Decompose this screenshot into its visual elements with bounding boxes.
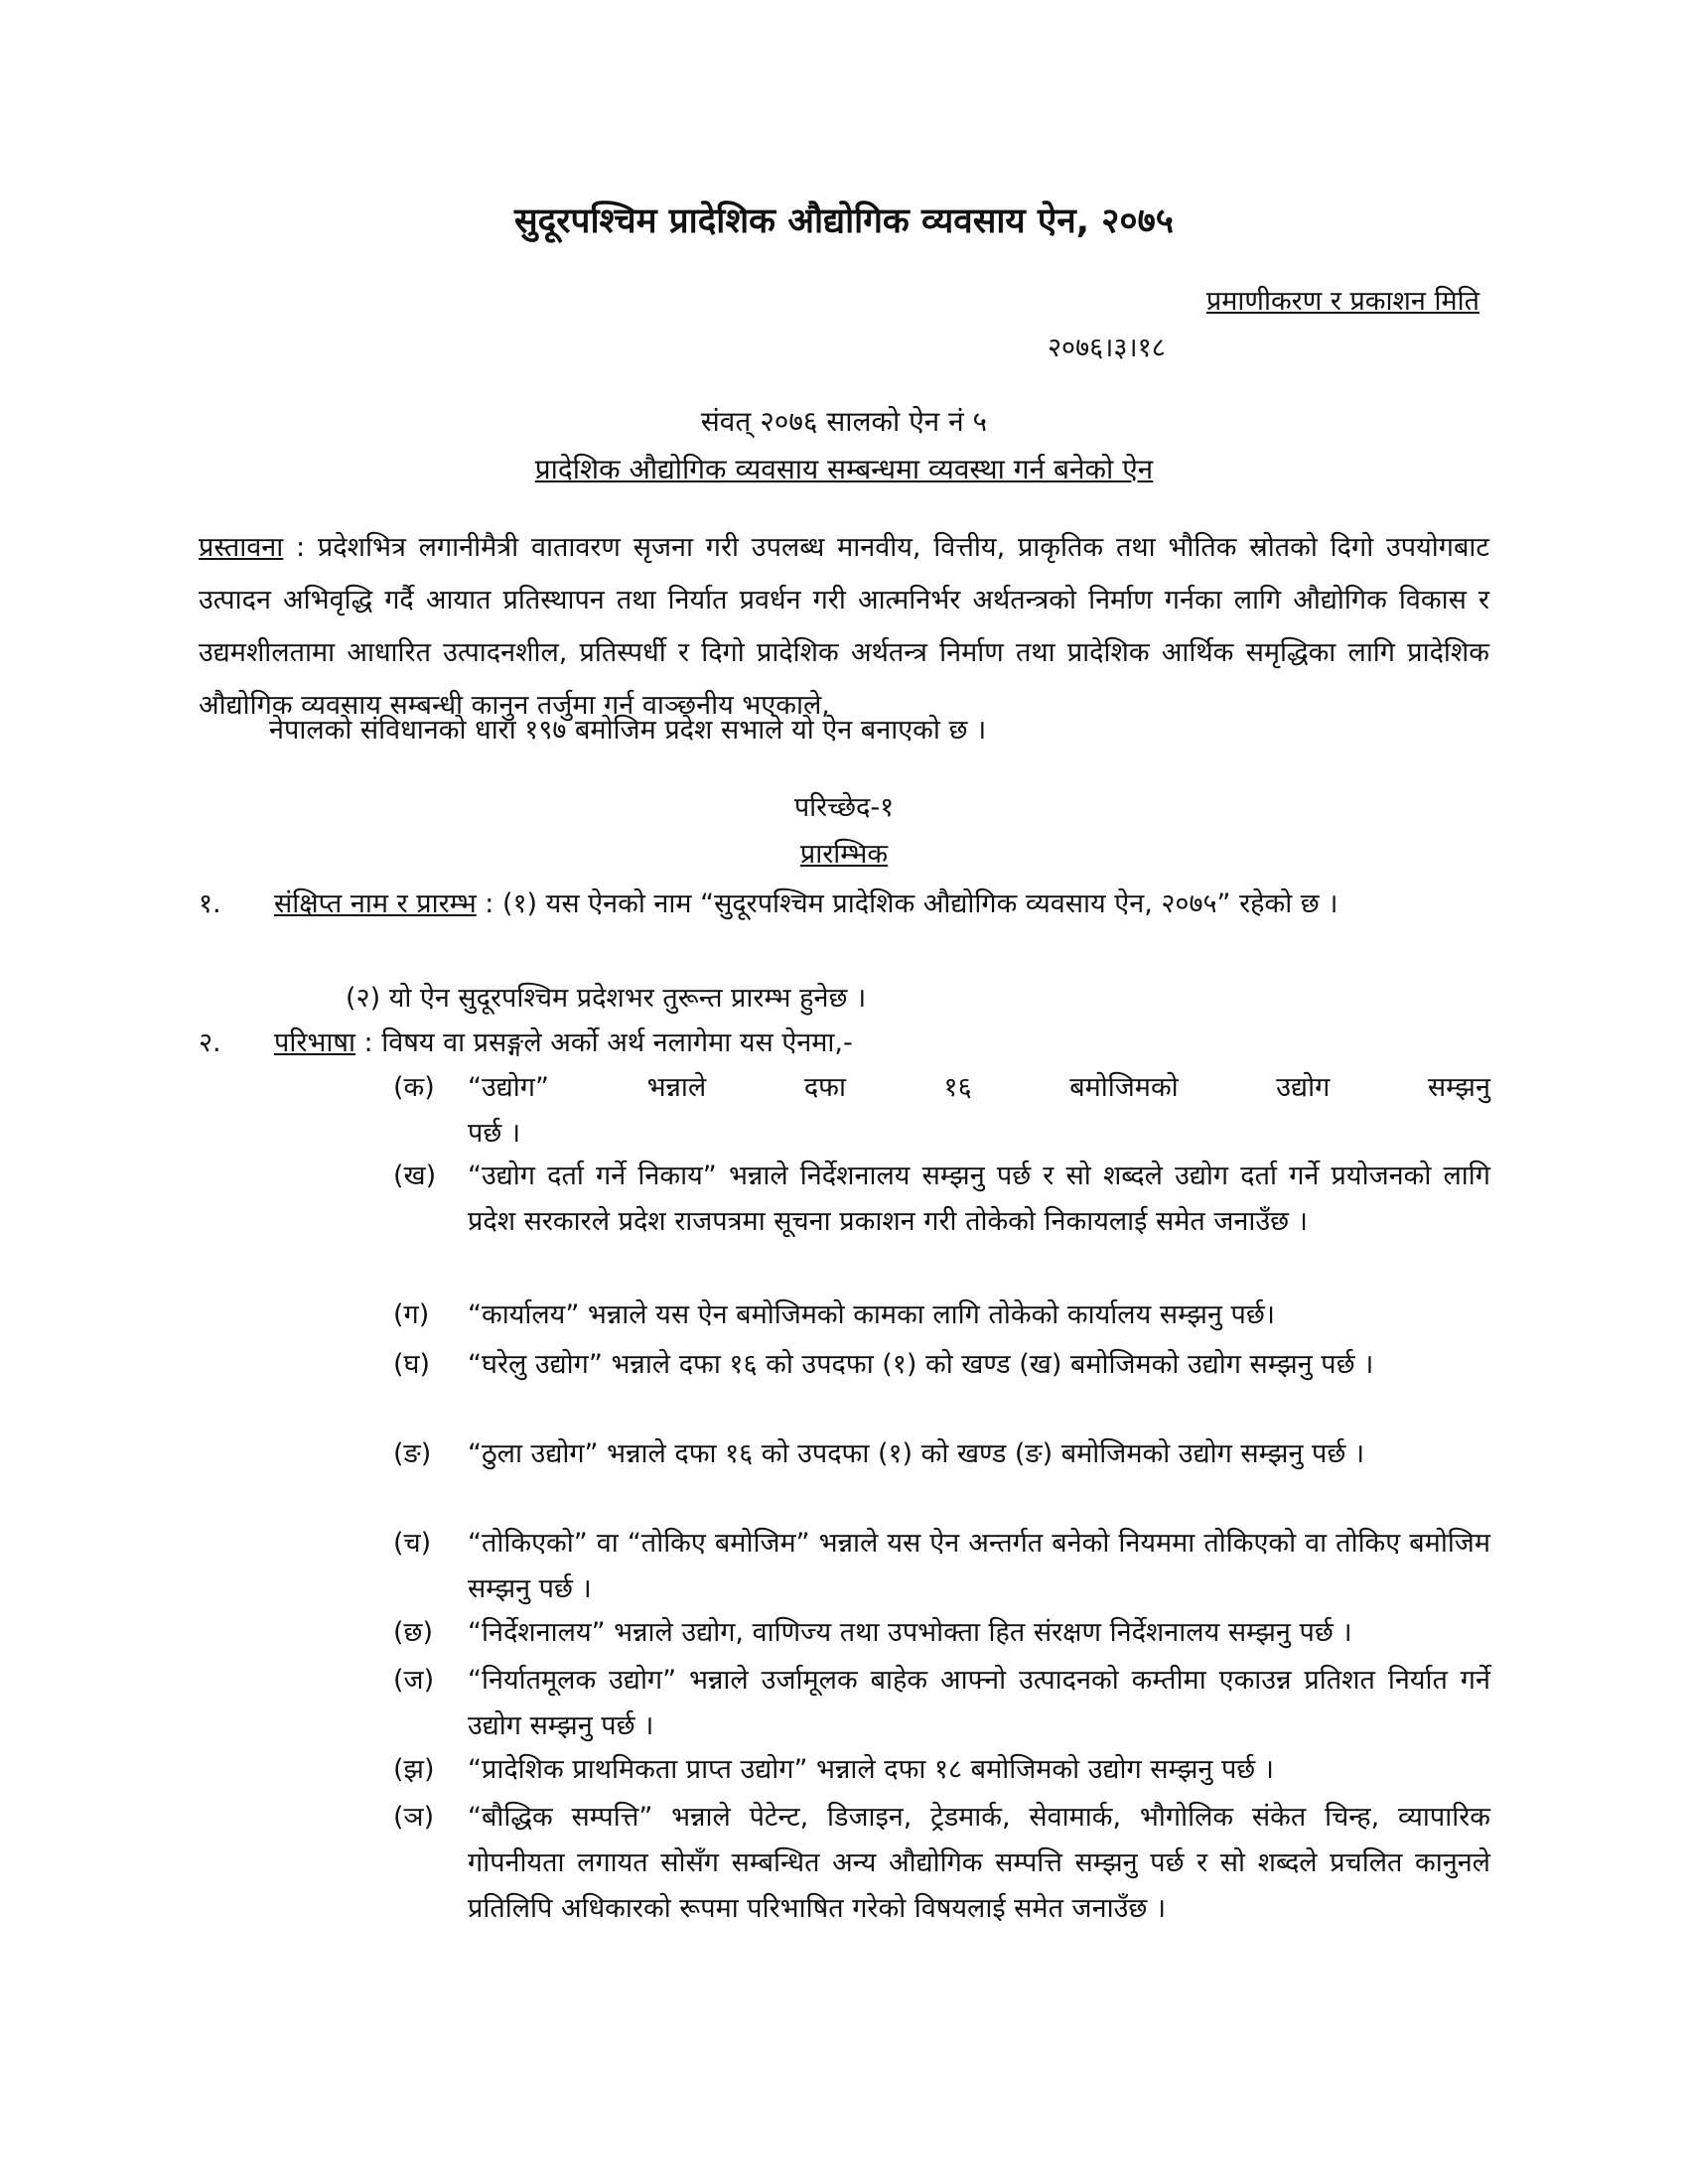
clause-label: (घ) bbox=[393, 1349, 431, 1380]
definition-clause-gha bbox=[393, 1342, 1490, 1388]
section-2-number: २. bbox=[199, 1027, 221, 1058]
clause-text: “ठुला उद्योग” भन्नाले दफा १६ को उपदफा (१) को खण्ड (ङ) बमोजिमको उद्योग सम्झनु पर्छ । bbox=[468, 1438, 1365, 1469]
definition-clause-ja bbox=[393, 1658, 1490, 1749]
preamble-label: प्रस्तावना bbox=[199, 532, 284, 563]
chapter-number: परिच्छेद-१ bbox=[793, 792, 895, 823]
clause-label: (ख) bbox=[393, 1160, 437, 1191]
definition-clause-cha bbox=[393, 1521, 1490, 1612]
act-title: सुदूरपश्चिम प्रादेशिक औद्योगिक व्यवसाय ऐन, २०७५ bbox=[514, 202, 1174, 241]
clause-label: (ञ) bbox=[393, 1802, 435, 1833]
clause-label: (ज) bbox=[393, 1665, 435, 1696]
act-subtitle: प्रादेशिक औद्योगिक व्यवसाय सम्बन्धमा व्यवस्था गर्न बनेको ऐन bbox=[534, 453, 1154, 485]
clause-label: (क) bbox=[393, 1072, 435, 1103]
enactment-clause: नेपालको संविधानको धारा १९७ बमोजिम प्रदेश सभाले यो ऐन बनाएको छ । bbox=[269, 715, 987, 746]
section-1-heading: संक्षिप्त नाम र प्रारम्भ bbox=[274, 888, 477, 919]
clause-label: (ग) bbox=[393, 1299, 430, 1330]
clause-ka-line-2: पर्छ । bbox=[468, 1118, 521, 1149]
clause-ka-line-1: “उद्योग” भन्नाले दफा १६ बमोजिमको उद्योग सम्झनु bbox=[468, 1072, 1490, 1103]
clause-text: “कार्यालय” भन्नाले यस ऐन बमोजिमको कामका लागि तोकेको कार्यालय सम्झनु पर्छ। bbox=[468, 1299, 1275, 1330]
section-1-number: १. bbox=[199, 888, 221, 919]
authentication-date: २०७६।३।१८ bbox=[1048, 333, 1166, 363]
definition-clause-ka bbox=[393, 1065, 1490, 1157]
definition-clause-jha bbox=[393, 1747, 1490, 1793]
definition-clause-kha bbox=[393, 1154, 1490, 1245]
clause-text: “बौद्धिक सम्पत्ति” भन्नाले पेटेन्ट, डिजाइन, ट्रेडमार्क, सेवामार्क, भौगोलिक संकेत चिन्ह, व्यापारिक गोपनीयता लगायत सोसँग सम्बन्धित अन्य औद्योगिक सम्पत्ति सम्झनु पर्छ र सो शब्दले प्रचलित कानुनले प्रतिलिपि अधिकारको रूपमा परिभाषित गरेको विषयलाई समेत जनाउँछ । bbox=[468, 1802, 1490, 1924]
preamble-text: : प्रदेशभित्र लगानीमैत्री वातावरण सृजना गरी उपलब्ध मानवीय, वित्तीय, प्राकृतिक तथा भौतिक स्रोतको दिगो उपयोगबाट उत्पादन अभिवृद्धि गर्दै आयात प्रतिस्थापन तथा निर्यात प्रवर्धन गरी आत्मनिर्भर अर्थतन्त्रको निर्माण गर्नका लागि औद्योगिक विकास र उद्यमशीलतामा आधारित उत्पादनशील, प्रतिस्पर्धी र दिगो प्रादेशिक अर्थतन्त्र निर्माण तथा प्रादेशिक आर्थिक समृद्धिका लागि प्रादेशिक औद्योगिक व्यवसाय सम्बन्धी कानुन तर्जुमा गर्न वाञ्छनीय भएकाले, bbox=[199, 532, 1489, 721]
clause-text: “निर्यातमूलक उद्योग” भन्नाले उर्जामूलक बाहेक आफ्नो उत्पादनको कम्तीमा एकाउन्न प्रतिशत निर्यात गर्ने उद्योग सम्झनु पर्छ । bbox=[468, 1665, 1490, 1741]
definition-clause-chha bbox=[393, 1610, 1490, 1656]
definition-clause-ga bbox=[393, 1293, 1490, 1338]
chapter-title: प्रारम्भिक bbox=[799, 839, 889, 870]
section-1-body: : (१) यस ऐनको नाम “सुदूरपश्चिम प्रादेशिक औद्योगिक व्यवसाय ऐन, २०७५” रहेको छ । bbox=[476, 888, 1338, 919]
clause-text: “निर्देशनालय” भन्नाले उद्योग, वाणिज्य तथा उपभोक्ता हित संरक्षण निर्देशनालय सम्झनु पर्छ । bbox=[468, 1617, 1352, 1648]
definition-clause-nga bbox=[393, 1432, 1490, 1477]
clause-text: “घरेलु उद्योग” भन्नाले दफा १६ को उपदफा (१) को खण्ड (ख) बमोजिमको उद्योग सम्झनु पर्छ । bbox=[468, 1349, 1374, 1380]
section-1-subsection-2: (२) यो ऐन सुदूरपश्चिम प्रदेशभर तुरून्त प्रारम्भ हुनेछ । bbox=[346, 983, 867, 1014]
clause-text: “तोकिएको” वा “तोकिए बमोजिम” भन्नाले यस ऐन अन्तर्गत बनेको नियममा तोकिएको वा तोकिए बमोजिम सम्झनु पर्छ । bbox=[468, 1528, 1490, 1604]
section-2-body: : विषय वा प्रसङ्गले अर्को अर्थ नलागेमा यस ऐनमा,- bbox=[354, 1027, 853, 1058]
preamble bbox=[199, 521, 1489, 732]
section-1-text bbox=[274, 881, 1490, 928]
clause-label: (झ) bbox=[393, 1754, 435, 1785]
clause-label: (ङ) bbox=[393, 1438, 432, 1469]
clause-text: “उद्योग दर्ता गर्ने निकाय” भन्नाले निर्देशनालय सम्झनु पर्छ र सो शब्दले उद्योग दर्ता गर्ने प्रयोजनको लागि प्रदेश सरकारले प्रदेश राजपत्रमा सूचना प्रकाशन गरी तोकेको निकायलाई समेत जनाउँछ । bbox=[468, 1160, 1490, 1237]
clause-label: (छ) bbox=[393, 1617, 433, 1648]
section-2-heading: परिभाषा bbox=[274, 1027, 355, 1058]
definition-clause-nya bbox=[393, 1795, 1490, 1932]
clause-text: “प्रादेशिक प्राथमिकता प्राप्त उद्योग” भन्नाले दफा १८ बमोजिमको उद्योग सम्झनु पर्छ । bbox=[468, 1754, 1275, 1785]
act-number: संवत् २०७६ सालको ऐन नं ५ bbox=[700, 405, 988, 438]
section-2-text bbox=[274, 1020, 1490, 1067]
authentication-label: प्रमाणीकरण र प्रकाशन मिति bbox=[1205, 286, 1479, 317]
clause-label: (च) bbox=[393, 1528, 432, 1559]
